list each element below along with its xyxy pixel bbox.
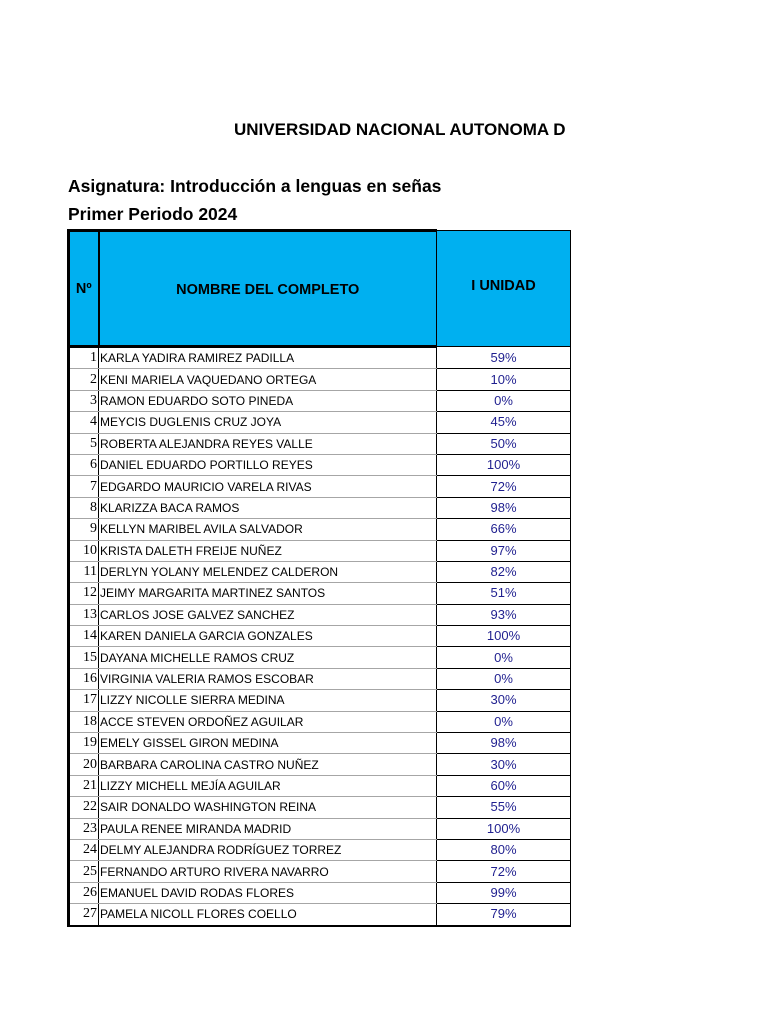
student-name: KENI MARIELA VAQUEDANO ORTEGA [99,369,437,390]
student-name: SAIR DONALDO WASHINGTON REINA [99,797,437,818]
student-name: KAREN DANIELA GARCIA GONZALES [99,626,437,647]
unit-1-grade: 82% [437,561,571,582]
student-name: PAULA RENEE MIRANDA MADRID [99,818,437,839]
student-name: MEYCIS DUGLENIS CRUZ JOYA [99,412,437,433]
table-row [69,882,571,903]
column-header-number: Nº [69,231,99,347]
column-header-name: NOMBRE DEL COMPLETO [99,231,437,347]
table-body [69,347,571,926]
table-row [69,647,571,668]
unit-1-grade: 10% [437,369,571,390]
student-name: ACCE STEVEN ORDOÑEZ AGUILAR [99,711,437,732]
row-number: 1 [69,347,99,369]
table-row [69,561,571,582]
unit-1-grade: 0% [437,390,571,411]
student-name: DAYANA MICHELLE RAMOS CRUZ [99,647,437,668]
student-name: VIRGINIA VALERIA RAMOS ESCOBAR [99,668,437,689]
row-number: 10 [69,540,99,561]
period-line: Primer Periodo 2024 [68,204,238,224]
row-number: 22 [69,797,99,818]
unit-1-grade: 100% [437,454,571,475]
row-number: 21 [69,775,99,796]
table-header-row [69,231,571,347]
unit-1-grade: 59% [437,347,571,369]
student-name: KLARIZZA BACA RAMOS [99,497,437,518]
subject-line: Asignatura: Introducción a lenguas en señas [68,176,442,196]
table-row [69,733,571,754]
student-name: JEIMY MARGARITA MARTINEZ SANTOS [99,583,437,604]
unit-1-grade: 98% [437,497,571,518]
row-number: 20 [69,754,99,775]
row-number: 26 [69,882,99,903]
grades-table [67,229,571,927]
student-name: RAMON EDUARDO SOTO PINEDA [99,390,437,411]
unit-1-grade: 55% [437,797,571,818]
student-name: KELLYN MARIBEL AVILA SALVADOR [99,519,437,540]
unit-1-grade: 66% [437,519,571,540]
unit-1-grade: 100% [437,818,571,839]
student-name: CARLOS JOSE GALVEZ SANCHEZ [99,604,437,625]
row-number: 11 [69,561,99,582]
table-row [69,390,571,411]
row-number: 13 [69,604,99,625]
table-row [69,775,571,796]
table-row [69,839,571,860]
row-number: 14 [69,626,99,647]
unit-1-grade: 79% [437,904,571,926]
table-row [69,497,571,518]
table-row [69,754,571,775]
unit-1-grade: 100% [437,626,571,647]
unit-1-grade: 60% [437,775,571,796]
table-row [69,711,571,732]
unit-1-grade: 51% [437,583,571,604]
student-name: KARLA YADIRA RAMIREZ PADILLA [99,347,437,369]
row-number: 6 [69,454,99,475]
row-number: 17 [69,690,99,711]
unit-1-grade: 45% [437,412,571,433]
student-name: PAMELA NICOLL FLORES COELLO [99,904,437,926]
student-name: FERNANDO ARTURO RIVERA NAVARRO [99,861,437,882]
row-number: 24 [69,839,99,860]
row-number: 9 [69,519,99,540]
unit-1-grade: 30% [437,754,571,775]
table-row [69,540,571,561]
row-number: 4 [69,412,99,433]
row-number: 27 [69,904,99,926]
row-number: 7 [69,476,99,497]
row-number: 3 [69,390,99,411]
unit-1-grade: 0% [437,668,571,689]
row-number: 16 [69,668,99,689]
table-row [69,347,571,369]
unit-1-grade: 50% [437,433,571,454]
row-number: 12 [69,583,99,604]
table-row [69,604,571,625]
student-name: LIZZY MICHELL MEJÍA AGUILAR [99,775,437,796]
unit-1-grade: 80% [437,839,571,860]
row-number: 25 [69,861,99,882]
unit-1-grade: 72% [437,476,571,497]
table-row [69,626,571,647]
unit-1-grade: 99% [437,882,571,903]
row-number: 19 [69,733,99,754]
student-name: DERLYN YOLANY MELENDEZ CALDERON [99,561,437,582]
row-number: 5 [69,433,99,454]
student-name: EMANUEL DAVID RODAS FLORES [99,882,437,903]
column-header-unit-1: I UNIDAD [437,231,571,347]
unit-1-grade: 93% [437,604,571,625]
table-row [69,412,571,433]
unit-1-grade: 98% [437,733,571,754]
unit-1-grade: 0% [437,711,571,732]
table-row [69,454,571,475]
student-name: ROBERTA ALEJANDRA REYES VALLE [99,433,437,454]
student-name: DANIEL EDUARDO PORTILLO REYES [99,454,437,475]
row-number: 2 [69,369,99,390]
university-title: UNIVERSIDAD NACIONAL AUTONOMA D [234,120,566,139]
row-number: 15 [69,647,99,668]
table-row [69,861,571,882]
table-row [69,904,571,926]
table-row [69,818,571,839]
unit-1-grade: 30% [437,690,571,711]
table-row [69,690,571,711]
student-name: DELMY ALEJANDRA RODRÍGUEZ TORREZ [99,839,437,860]
table-row [69,476,571,497]
table-row [69,583,571,604]
student-name: EDGARDO MAURICIO VARELA RIVAS [99,476,437,497]
student-name: KRISTA DALETH FREIJE NUÑEZ [99,540,437,561]
student-name: LIZZY NICOLLE SIERRA MEDINA [99,690,437,711]
unit-1-grade: 0% [437,647,571,668]
table-row [69,797,571,818]
table-row [69,433,571,454]
student-name: BARBARA CAROLINA CASTRO NUÑEZ [99,754,437,775]
table-row [69,519,571,540]
table-row [69,369,571,390]
student-name: EMELY GISSEL GIRON MEDINA [99,733,437,754]
unit-1-grade: 97% [437,540,571,561]
table-row [69,668,571,689]
row-number: 8 [69,497,99,518]
row-number: 18 [69,711,99,732]
row-number: 23 [69,818,99,839]
unit-1-grade: 72% [437,861,571,882]
